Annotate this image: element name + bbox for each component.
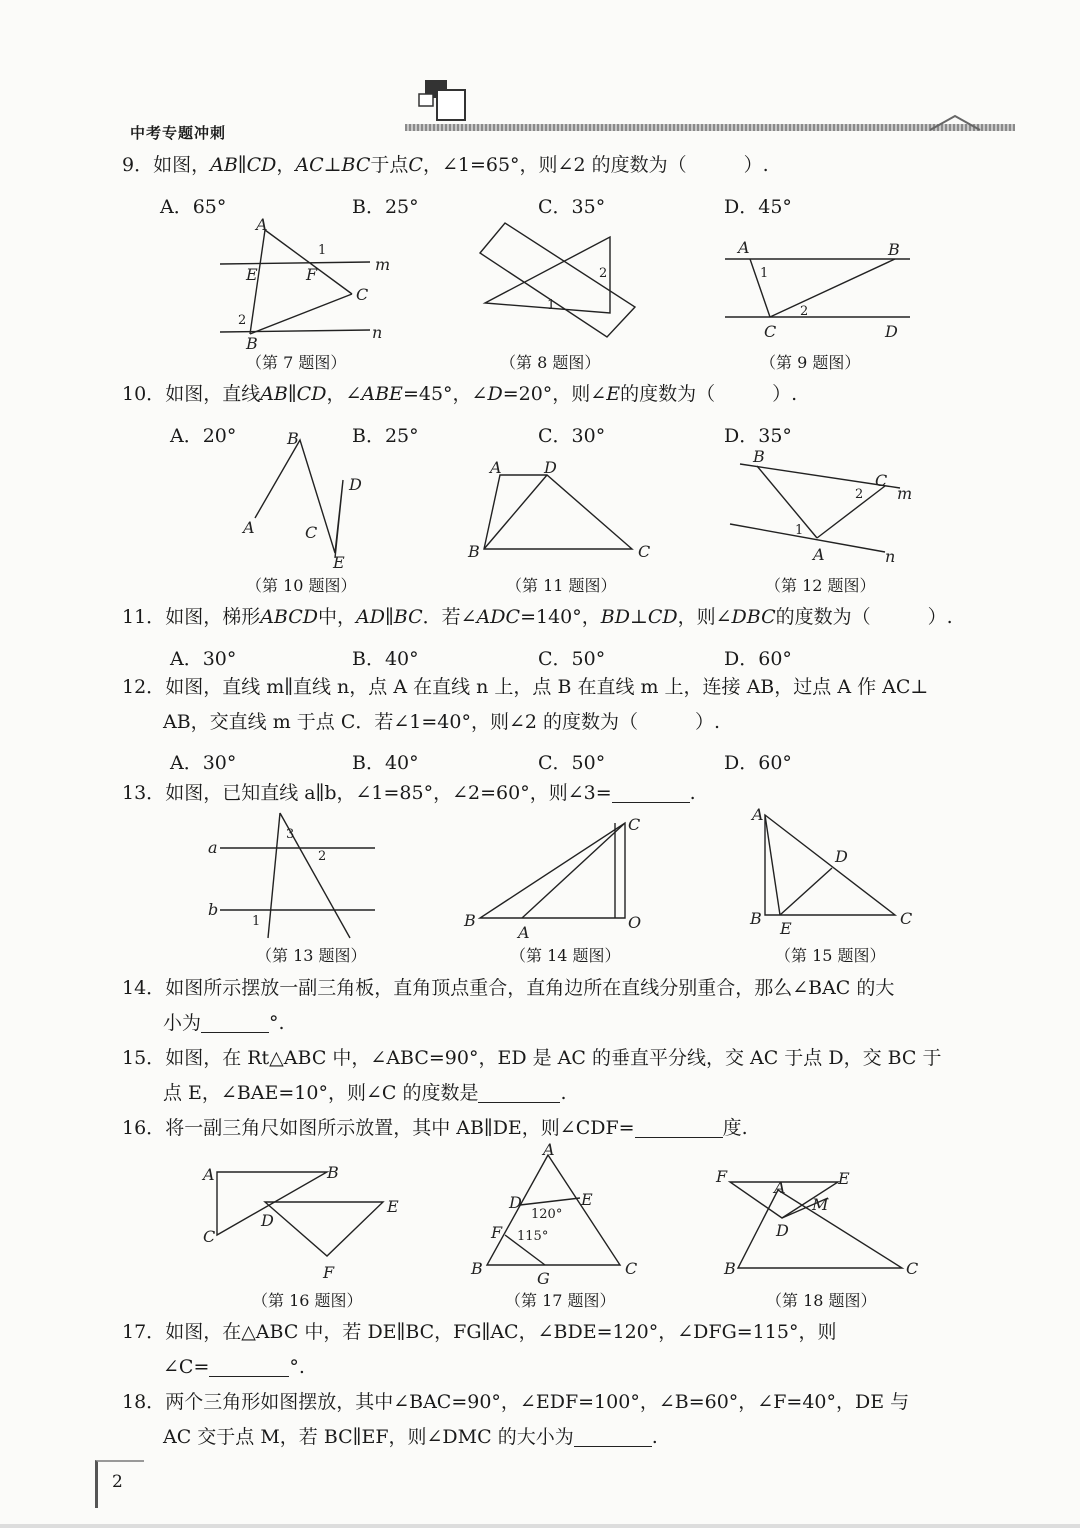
- caption-8: （第 8 题图）: [500, 353, 601, 372]
- figure-18: [710, 1160, 925, 1280]
- f13-label-2: 2: [318, 849, 327, 864]
- caption-7: （第 7 题图）: [246, 353, 347, 372]
- f15-label-c: C: [900, 909, 913, 928]
- f18-label-a: A: [774, 1178, 786, 1197]
- f9-label-1: 1: [760, 266, 769, 281]
- f18-label-e: E: [838, 1169, 850, 1188]
- q12-option-d: D．60°: [724, 752, 792, 774]
- q9-option-b: B．25°: [352, 196, 419, 218]
- f10-label-c: C: [305, 523, 318, 542]
- caption-9: （第 9 题图）: [760, 353, 861, 372]
- caption-17: （第 17 题图）: [505, 1291, 616, 1310]
- figure-12: [725, 446, 925, 568]
- q9-option-c: C．35°: [538, 196, 606, 218]
- f8-label-1: 1: [547, 298, 556, 313]
- q11-option-b: B．40°: [352, 648, 419, 670]
- f16-label-c: C: [203, 1227, 216, 1246]
- f10-label-e: E: [333, 553, 345, 572]
- q9-option-d: D．45°: [724, 196, 792, 218]
- q9-option-a: A．65°: [160, 196, 227, 218]
- f9-label-b: B: [888, 240, 900, 259]
- q12-option-b: B．40°: [352, 752, 419, 774]
- f15-label-a: A: [752, 805, 764, 824]
- f17-label-c: C: [625, 1259, 638, 1278]
- f17-label-b: B: [471, 1259, 483, 1278]
- q11-option-a: A．30°: [170, 648, 237, 670]
- q11-option-c: C．50°: [538, 648, 606, 670]
- question-15-line2: 点 E，∠BAE=10°，则∠C 的度数是 .: [163, 1082, 567, 1104]
- figure-10: [235, 428, 375, 573]
- question-17-line2: ∠C= °.: [163, 1356, 305, 1378]
- f17-label-g: G: [537, 1269, 550, 1285]
- f18-label-d: D: [776, 1221, 789, 1240]
- question-12-line1: 12．如图，直线 m∥直线 n，点 A 在直线 n 上，点 B 在直线 m 上，连接 AB，过点 A 作 AC⊥: [122, 676, 929, 698]
- q10-option-c: C．30°: [538, 425, 606, 447]
- f16-label-d: D: [261, 1211, 274, 1230]
- caption-11: （第 11 题图）: [506, 576, 617, 595]
- q10-option-b: B．25°: [352, 425, 419, 447]
- question-11: 11．如图，梯形ABCD中，AD∥BC．若∠ADC=140°，BD⊥CD，则∠DBC的度数为（ ）.: [122, 606, 953, 628]
- figure-16: [195, 1160, 410, 1285]
- page-number: 2: [112, 1472, 123, 1492]
- f14-label-a: A: [518, 923, 530, 942]
- header-logo: [415, 78, 475, 126]
- f14-label-c: C: [628, 815, 641, 834]
- q12-option-a: A．30°: [170, 752, 237, 774]
- f8-label-2: 2: [599, 266, 608, 281]
- caption-13: （第 13 题图）: [256, 946, 367, 965]
- q15-blank[interactable]: [478, 1083, 560, 1103]
- f7-label-1: 1: [318, 243, 327, 258]
- f16-label-a: A: [203, 1165, 215, 1184]
- f18-label-f: F: [716, 1167, 728, 1186]
- question-16: 16．将一副三角尺如图所示放置，其中 AB∥DE，则∠CDF= 度.: [122, 1117, 748, 1139]
- f18-label-b: B: [724, 1259, 736, 1278]
- f12-label-n: n: [885, 547, 896, 566]
- f17-label-120: 120°: [531, 1207, 563, 1222]
- f16-label-f: F: [323, 1263, 335, 1282]
- f18-label-m: M: [812, 1195, 829, 1214]
- q11-option-d: D．60°: [724, 648, 792, 670]
- q17-blank[interactable]: [209, 1357, 289, 1377]
- f11-label-c: C: [638, 542, 651, 561]
- figure-7: [210, 212, 400, 352]
- f15-label-d: D: [835, 847, 848, 866]
- f12-label-1: 1: [795, 523, 804, 538]
- figure-9: [720, 235, 920, 345]
- f17-label-a: A: [543, 1140, 555, 1159]
- f9-label-d: D: [885, 322, 898, 341]
- f7-label-m: m: [375, 255, 391, 274]
- f15-label-e: E: [780, 919, 792, 938]
- f10-label-a: A: [243, 518, 255, 537]
- caption-18: （第 18 题图）: [766, 1291, 877, 1310]
- question-10: 10．如图，直线AB∥CD，∠ABE=45°，∠D=20°，则∠E的度数为（ ）.: [122, 383, 798, 405]
- question-14-line1: 14．如图所示摆放一副三角板，直角顶点重合，直角边所在直线分别重合，那么∠BAC 的大: [122, 977, 895, 999]
- header-peak: [930, 112, 990, 134]
- f9-label-a: A: [738, 238, 750, 257]
- caption-14: （第 14 题图）: [510, 946, 621, 965]
- caption-15: （第 15 题图）: [775, 946, 886, 965]
- f14-label-o: O: [628, 913, 642, 932]
- figure-17: [465, 1140, 645, 1285]
- header-label: 中考专题冲刺: [130, 124, 227, 142]
- f17-label-e: E: [581, 1190, 593, 1209]
- q14-blank[interactable]: [201, 1013, 269, 1033]
- figure-14: [460, 808, 660, 943]
- bottom-edge: [0, 1524, 1080, 1528]
- q18-blank[interactable]: [574, 1427, 652, 1447]
- f9-label-c: C: [764, 322, 777, 341]
- f7-label-c: C: [356, 285, 369, 304]
- figure-15: [740, 800, 930, 940]
- q16-blank[interactable]: [635, 1118, 723, 1138]
- q13-blank[interactable]: [612, 783, 690, 803]
- f15-label-b: B: [750, 909, 762, 928]
- f13-label-a: a: [208, 838, 218, 857]
- f11-label-a: A: [490, 458, 502, 477]
- f17-label-d: D: [509, 1193, 522, 1212]
- f12-label-a: A: [813, 545, 825, 564]
- f7-label-e: E: [246, 265, 258, 284]
- question-18-line2: AC 交于点 M，若 BC∥EF，则∠DMC 的大小为 .: [163, 1426, 658, 1448]
- q10-option-a: A．20°: [170, 425, 237, 447]
- question-9: 9．如图，AB∥CD，AC⊥BC于点C，∠1=65°，则∠2 的度数为（ ）.: [122, 154, 769, 176]
- f17-label-115: 115°: [517, 1229, 549, 1244]
- figure-8: [475, 215, 645, 345]
- question-15-line1: 15．如图，在 Rt△ABC 中，∠ABC=90°，ED 是 AC 的垂直平分线，交 AC 于点 D，交 BC 于: [122, 1047, 942, 1069]
- figure-13: [200, 808, 385, 948]
- question-18-line1: 18．两个三角形如图摆放，其中∠BAC=90°，∠EDF=100°，∠B=60°，∠F=40°，DE 与: [122, 1391, 910, 1413]
- f16-label-b: B: [327, 1163, 339, 1182]
- question-17-line1: 17．如图，在△ABC 中，若 DE∥BC，FG∥AC，∠BDE=120°，∠DFG=115°，则: [122, 1321, 837, 1343]
- f10-label-b: B: [287, 429, 299, 448]
- question-12-line2: AB，交直线 m 于点 C．若∠1=40°，则∠2 的度数为（ ）.: [163, 711, 721, 733]
- question-13: 13．如图，已知直线 a∥b，∠1=85°，∠2=60°，则∠3= .: [122, 782, 696, 804]
- caption-10: （第 10 题图）: [246, 576, 357, 595]
- question-14-line2: 小为 °.: [163, 1012, 285, 1034]
- q12-option-c: C．50°: [538, 752, 606, 774]
- f12-label-m: m: [897, 484, 913, 503]
- f7-label-b: B: [246, 334, 258, 352]
- f7-label-a: A: [256, 215, 268, 234]
- f13-label-1: 1: [252, 914, 261, 929]
- f17-label-f: F: [491, 1223, 503, 1242]
- f7-label-n: n: [372, 323, 383, 342]
- f11-label-b: B: [468, 542, 480, 561]
- f12-label-c: C: [875, 471, 888, 490]
- f11-label-d: D: [544, 458, 557, 477]
- q10-option-d: D．35°: [724, 425, 792, 447]
- f7-label-f: F: [306, 265, 318, 284]
- f7-label-2: 2: [238, 313, 247, 328]
- header-bar: [405, 124, 1015, 131]
- f12-label-2: 2: [855, 487, 864, 502]
- f13-label-b: b: [208, 900, 219, 919]
- f18-label-c: C: [906, 1259, 919, 1278]
- caption-16: （第 16 题图）: [252, 1291, 363, 1310]
- caption-12: （第 12 题图）: [765, 576, 876, 595]
- f12-label-b: B: [753, 447, 765, 466]
- f10-label-d: D: [349, 475, 362, 494]
- f14-label-b: B: [464, 911, 476, 930]
- f16-label-e: E: [387, 1197, 399, 1216]
- f13-label-3: 3: [286, 827, 295, 842]
- f9-label-2: 2: [800, 304, 809, 319]
- figure-11: [462, 455, 662, 570]
